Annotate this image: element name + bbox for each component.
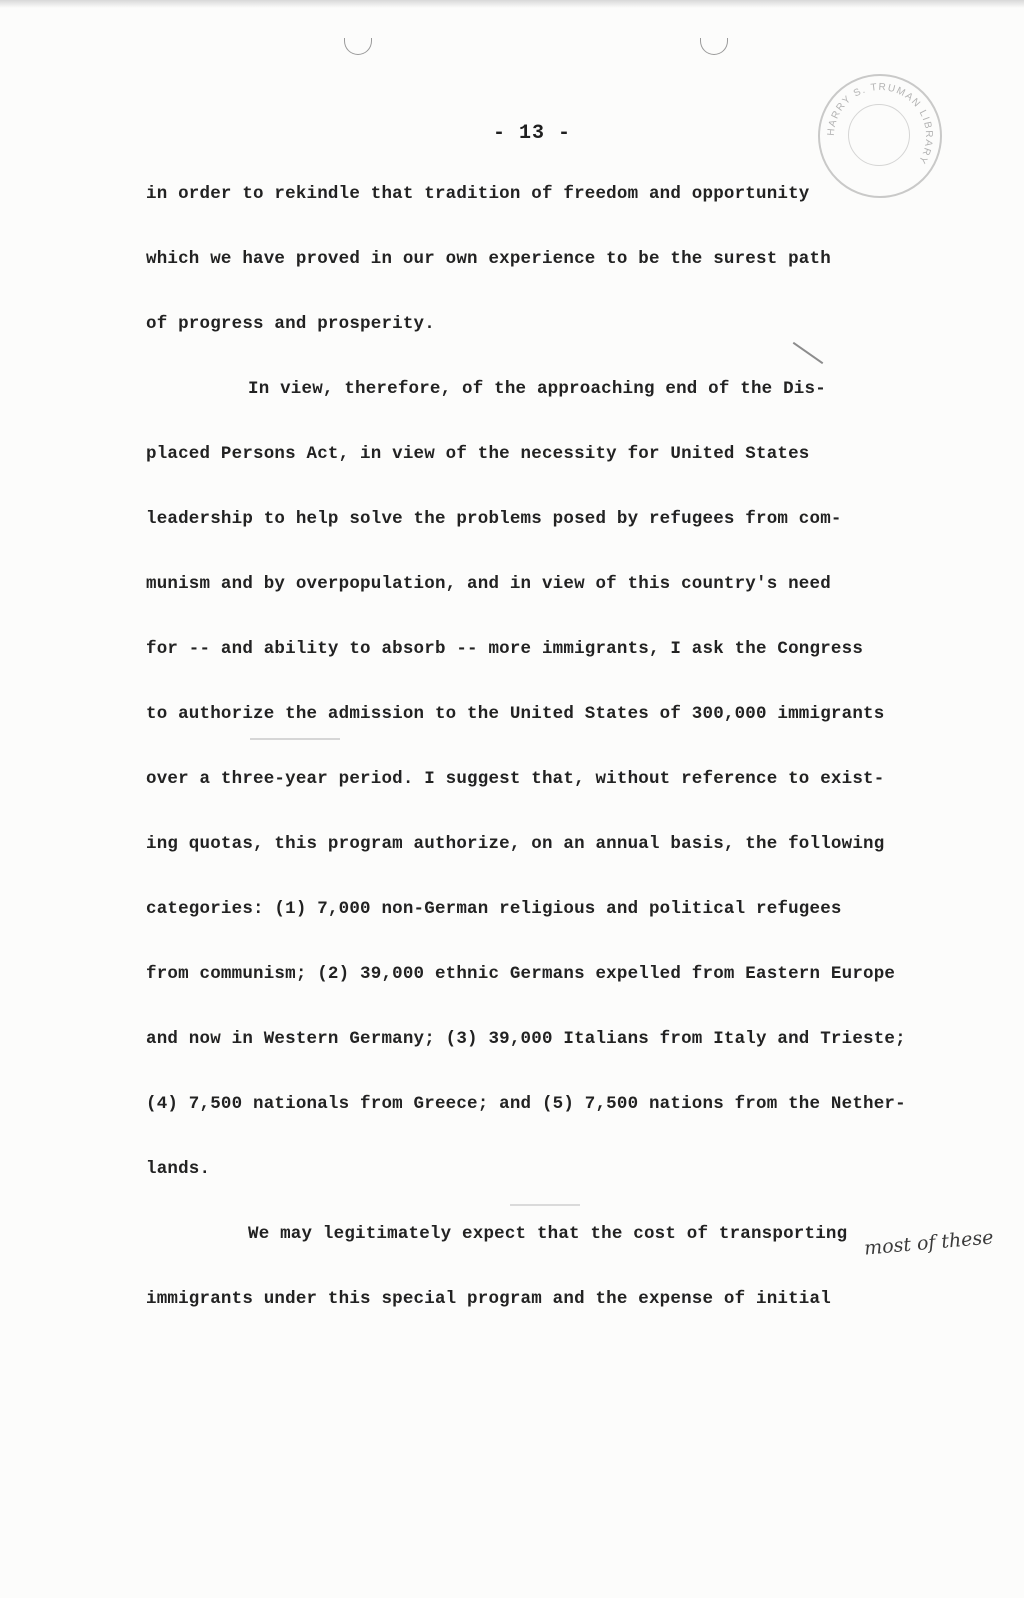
text-line: from communism; (2) 39,000 ethnic Germans expelled from Eastern Europe: [146, 964, 896, 984]
text-line: in order to rekindle that tradition of freedom and opportunity: [146, 184, 810, 204]
text-line: placed Persons Act, in view of the necessity for United States: [146, 444, 810, 464]
pencil-mark: [793, 342, 824, 364]
binder-hole-mark-right: [700, 38, 728, 55]
text-line: of progress and prosperity.: [146, 314, 435, 334]
text-line: and now in Western Germany; (3) 39,000 Italians from Italy and Trieste;: [146, 1029, 906, 1049]
text-line: In view, therefore, of the approaching end of the Dis-: [248, 379, 826, 399]
text-line: for -- and ability to absorb -- more immigrants, I ask the Congress: [146, 639, 864, 659]
text-line: munism and by overpopulation, and in view of this country's need: [146, 574, 831, 594]
text-line: lands.: [146, 1159, 211, 1179]
scan-smudge: [250, 738, 340, 740]
text-line: over a three-year period. I suggest that, without reference to exist-: [146, 769, 885, 789]
text-line: to authorize the admission to the United States of 300,000 immigrants: [146, 704, 885, 724]
text-line: categories: (1) 7,000 non-German religious and political refugees: [146, 899, 842, 919]
scan-edge: [0, 0, 1024, 8]
handwritten-annotation: most of these: [863, 1226, 995, 1260]
text-line: leadership to help solve the problems posed by refugees from com-: [146, 509, 842, 529]
scan-smudge: [510, 1204, 580, 1206]
page-number: - 13 -: [492, 122, 571, 145]
text-line: which we have proved in our own experience to be the surest path: [146, 249, 831, 269]
binder-hole-mark-left: [344, 38, 372, 55]
text-line: We may legitimately expect that the cost of transporting: [248, 1224, 848, 1244]
stamp-ring-label: HARRY S. TRUMAN LIBRARY: [825, 81, 935, 167]
text-line: immigrants under this special program and the expense of initial: [146, 1289, 831, 1309]
text-line: ing quotas, this program authorize, on an annual basis, the following: [146, 834, 885, 854]
text-line: (4) 7,500 nationals from Greece; and (5) 7,500 nations from the Nether-: [146, 1094, 906, 1114]
